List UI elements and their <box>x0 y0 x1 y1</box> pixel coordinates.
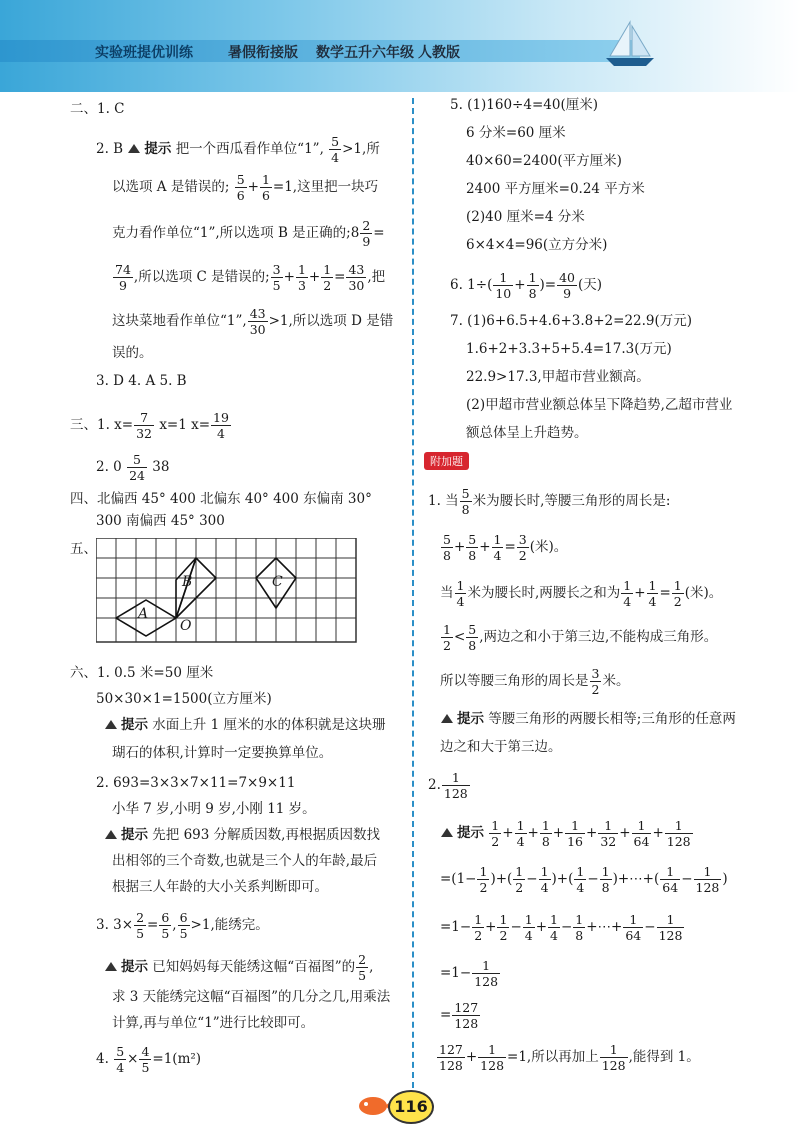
fraction: $\frac{74}{9}$ <box>115 262 131 293</box>
answer-text: 3. 3× <box>96 917 134 933</box>
fraction: $\frac{1}{3}$ <box>297 262 306 293</box>
hint-icon <box>127 142 141 154</box>
hint-label: 提示 <box>121 827 148 843</box>
answer-r7e: 额总体呈上升趋势。 <box>466 425 588 441</box>
answer-text: 2. B <box>96 141 124 157</box>
hint-text: 水面上升 1 厘米的水的体积就是这块珊 <box>152 717 386 733</box>
answer-2-1: 二、1. C <box>70 101 125 117</box>
fraction: $\frac{127}{128}$ <box>439 1042 463 1073</box>
hint-text: ,所以选项 C 是错误的; <box>133 269 270 285</box>
fraction: $\frac{5}{8}$ <box>443 532 451 563</box>
answer-r6: 6. 1÷( $\frac{1}{10}$ + $\frac{1}{8}$ )= $\frac{40}{9}$ (天) <box>450 270 603 301</box>
fraction: $\frac{40}{9}$ <box>559 270 576 301</box>
hint-text: 已知妈妈每天能绣这幅“百福图”的 <box>152 959 356 975</box>
answer-r5b: 6 分米=60 厘米 <box>466 125 566 141</box>
answer-6-2-hint2: 出相邻的三个奇数,也就是三个人的年龄,最后 <box>112 853 378 869</box>
fraction: $\frac{43}{30}$ <box>348 262 365 293</box>
answer-text: 三、1. x= <box>70 417 134 433</box>
fraction: $\frac{1}{4}$ <box>516 818 525 849</box>
answer-text: =1,所以再加上 <box>507 1049 599 1065</box>
bonus-2-hint-line5: = $\frac{127}{128}$ <box>440 1000 479 1031</box>
fraction: $\frac{3}{2}$ <box>591 666 600 697</box>
bonus-1-line5 <box>440 666 629 697</box>
answer-2-2-line3: 克力看作单位“1”,所以选项 B 是正确的;8 $\frac{2}{9}$ = <box>112 218 385 249</box>
fraction: $\frac{1}{2}$ <box>474 912 483 943</box>
fraction: $\frac{1}{4}$ <box>550 912 558 943</box>
bonus-1-line3: 当 $\frac{1}{4}$ 米为腰长时,两腰长之和为 $\frac{1}{4}$ + $\frac{1}{4}$ = $\frac{1}{2}$ (米)。 <box>440 578 723 609</box>
bonus-1-hint2: 边之和大于第三边。 <box>440 739 562 755</box>
answer-text: 米为腰长时,等腰三角形的周长是: <box>472 493 671 509</box>
hint-text: >1,所以选项 D 是错 <box>268 313 394 329</box>
fraction: $\frac{5}{4}$ <box>116 1044 125 1075</box>
bonus-2-hint-line6: $\frac{127}{128}$ + $\frac{1}{128}$ =1,所以再加上 $\frac{1}{128}$ ,能得到 1。 <box>439 1042 700 1073</box>
hint-text: 等腰三角形的两腰长相等;三角形的任意两 <box>488 711 736 727</box>
grid-label-c: C <box>272 574 283 590</box>
fraction: $\frac{5}{8}$ <box>468 532 477 563</box>
fraction: $\frac{1}{128}$ <box>474 958 499 989</box>
fraction: $\frac{1}{128}$ <box>658 912 683 943</box>
answer-6-1-hint2: 瑚石的体积,计算时一定要换算单位。 <box>112 745 333 761</box>
answer-text: +⋯+ <box>617 871 654 887</box>
fraction: $\frac{1}{2}$ <box>499 912 508 943</box>
fraction: $\frac{1}{2}$ <box>515 864 524 895</box>
answer-text: 1. 当 <box>428 493 459 509</box>
answer-2-2-line1 <box>96 134 380 165</box>
fraction: $\frac{5}{8}$ <box>461 486 470 517</box>
bonus-1-line4: $\frac{1}{2}$ < $\frac{5}{8}$ ,两边之和小于第三边,不能构成三角形。 <box>443 622 718 653</box>
fraction: $\frac{5}{6}$ <box>236 172 245 203</box>
hint-label: 提示 <box>121 959 148 975</box>
answer-r5d: 2400 平方厘米=0.24 平方米 <box>466 181 645 197</box>
fraction: $\frac{1}{4}$ <box>493 532 502 563</box>
fraction: $\frac{2}{5}$ <box>358 952 367 983</box>
hint-text: ,把 <box>367 269 386 285</box>
answer-2-3: 3. D 4. A 5. B <box>96 373 187 389</box>
fraction: $\frac{2}{9}$ <box>362 218 371 249</box>
hint-label: 提示 <box>144 141 172 157</box>
fraction: $\frac{127}{128}$ <box>454 1000 479 1031</box>
answer-text: 6. 1÷( <box>450 277 493 293</box>
fraction: $\frac{1}{2}$ <box>443 622 451 653</box>
grid-label-o: O <box>180 618 192 634</box>
fraction: $\frac{1}{4}$ <box>456 578 465 609</box>
answer-2-2-line6: 误的。 <box>112 345 153 361</box>
answer-text: 2. <box>428 777 441 793</box>
hint-text: =1,这里把一块巧 <box>272 179 379 195</box>
hint-text: 以选项 A 是错误的; <box>112 179 230 195</box>
hint-icon <box>104 828 118 840</box>
answer-6-1: 六、1. 0.5 米=50 厘米 <box>70 665 214 681</box>
answer-6-2: 2. 693=3×3×7×11=7×9×11 <box>96 775 296 791</box>
bonus-2-hint-line1: 提示 $\frac{1}{2}$ + $\frac{1}{4}$ + $\frac{1}{8}$ + $\frac{1}{16}$ + $\frac{1}{32}$ + $\frac{1}{64}$ + $\frac{1}{128}$ <box>440 818 694 849</box>
answer-r5e: (2)40 厘米=4 分米 <box>466 209 585 225</box>
fraction: $\frac{1}{128}$ <box>695 864 720 895</box>
hint-icon <box>440 826 454 838</box>
grid-label-a: A <box>138 606 149 622</box>
hint-text: 先把 693 分解质因数,再根据质因数找 <box>152 827 380 843</box>
grid-figure <box>96 538 358 658</box>
answer-text: 米为腰长时,两腰长之和为 <box>467 585 621 601</box>
answer-r7c: 22.9>17.3,甲超市营业额高。 <box>466 369 650 385</box>
answer-text: ,两边之和小于第三边,不能构成三角形。 <box>479 629 718 645</box>
fraction: $\frac{1}{6}$ <box>261 172 270 203</box>
answer-6-2-hint3: 根据三人年龄的大小关系判断即可。 <box>112 879 328 895</box>
answer-6-4: 4. $\frac{5}{4}$ × $\frac{4}{5}$ =1(m²) <box>96 1044 202 1075</box>
answer-text: ,能得到 1。 <box>628 1049 700 1065</box>
fraction: $\frac{1}{4}$ <box>648 578 657 609</box>
hint-icon <box>104 718 118 730</box>
answer-2-2-line2: 以选项 A 是错误的; $\frac{5}{6}$ + $\frac{1}{6}$ =1,这里把一块巧 <box>112 172 379 203</box>
column-divider <box>412 98 414 1088</box>
answer-text: =1(m²) <box>152 1051 202 1067</box>
grid-drawing <box>96 538 358 654</box>
fraction: $\frac{1}{32}$ <box>600 818 617 849</box>
fraction: $\frac{1}{2}$ <box>673 578 682 609</box>
answer-2-2-line4: $\frac{74}{9}$ ,所以选项 C 是错误的; $\frac{3}{5}$ + $\frac{1}{3}$ + $\frac{1}{2}$ = $\frac{43}{30}$ ,把 <box>115 262 386 293</box>
answer-r7d: (2)甲超市营业额总体呈下降趋势,乙超市营业 <box>466 397 733 413</box>
fraction: $\frac{6}{5}$ <box>161 910 170 941</box>
fraction: $\frac{1}{128}$ <box>666 818 691 849</box>
brand-title: 实验班提优训练 <box>95 45 193 61</box>
answer-text: 38 <box>152 459 170 475</box>
bonus-2-hint-line3: =1− $\frac{1}{2}$ + $\frac{1}{2}$ − $\frac{1}{4}$ + $\frac{1}{4}$ − $\frac{1}{8}$ +⋯+ $\frac{1}{64}$ − $\frac{1}{128}$ <box>440 912 683 943</box>
answer-5-label: 五、 <box>70 541 97 557</box>
answer-6-1b: 50×30×1=1500(立方厘米) <box>96 691 272 707</box>
hint-text: 克力看作单位“1”,所以选项 B 是正确的;8 <box>112 225 360 241</box>
fraction: $\frac{1}{2}$ <box>491 818 500 849</box>
bonus-1-line2: $\frac{5}{8}$ + $\frac{5}{8}$ + $\frac{1}{4}$ = $\frac{3}{2}$ (米)。 <box>443 532 568 563</box>
fraction: $\frac{1}{128}$ <box>480 1042 505 1073</box>
hint-label: 提示 <box>121 717 148 733</box>
fraction: $\frac{2}{5}$ <box>136 910 145 941</box>
fraction: $\frac{1}{128}$ <box>443 770 468 801</box>
subject-label: 数学五升六年级 <box>316 45 414 61</box>
fraction: $\frac{1}{16}$ <box>567 818 583 849</box>
fraction: $\frac{1}{4}$ <box>623 578 632 609</box>
answer-4-line2: 300 南偏西 45° 300 <box>96 513 225 529</box>
answer-6-2b: 小华 7 岁,小明 9 岁,小刚 11 岁。 <box>112 801 316 817</box>
answer-text: 当 <box>440 585 454 601</box>
hint-label: 提示 <box>457 825 484 841</box>
fraction: $\frac{5}{24}$ <box>129 452 145 483</box>
fraction: $\frac{3}{2}$ <box>518 532 527 563</box>
answer-r5a: 5. (1)160÷4=40(厘米) <box>450 97 598 113</box>
fraction: $\frac{1}{2}$ <box>323 262 332 293</box>
answer-3-2 <box>96 452 169 483</box>
page-number: 116 <box>388 1090 434 1124</box>
bonus-2-answer <box>428 770 471 801</box>
fraction: $\frac{3}{5}$ <box>272 262 281 293</box>
answer-3-1 <box>70 410 232 441</box>
answer-6-3: 3. 3× $\frac{2}{5}$ = $\frac{6}{5}$ , $\frac{6}{5}$ >1,能绣完。 <box>96 910 269 941</box>
answer-text: (米)。 <box>529 539 568 555</box>
answer-6-3-hint2: 求 3 天能绣完这幅“百福图”的几分之几,用乘法 <box>112 989 391 1005</box>
fraction: $\frac{6}{5}$ <box>179 910 188 941</box>
answer-text: (天) <box>578 277 603 293</box>
answer-6-3-hint3: 计算,再与单位“1”进行比较即可。 <box>112 1015 315 1031</box>
fraction: $\frac{1}{128}$ <box>601 1042 626 1073</box>
hint-text: 把一个西瓜看作单位“1”, <box>175 141 324 157</box>
fraction: $\frac{19}{4}$ <box>213 410 229 441</box>
hint-text: >1,所 <box>342 141 380 157</box>
hint-icon <box>440 712 454 724</box>
fraction: $\frac{4}{5}$ <box>141 1044 150 1075</box>
edition-label: 人教版 <box>418 45 460 61</box>
fraction: $\frac{1}{64}$ <box>662 864 679 895</box>
answer-4-line1: 四、北偏西 45° 400 北偏东 40° 400 东偏南 30° <box>70 491 372 507</box>
fraction: $\frac{1}{64}$ <box>633 818 650 849</box>
sailboat-icon <box>600 20 660 70</box>
bonus-2-hint-line2: =(1− $\frac{1}{2}$ )+( $\frac{1}{2}$ − $\frac{1}{4}$ )+( $\frac{1}{4}$ − $\frac{1}{8}$ )+⋯+( $\frac{1}{64}$ − $\frac{1}{128}$ ) <box>440 864 728 895</box>
fraction: $\frac{1}{4}$ <box>540 864 549 895</box>
page-header <box>0 0 800 92</box>
hint-label: 提示 <box>457 711 484 727</box>
answer-text: 所以等腰三角形的周长是 <box>440 673 589 689</box>
answer-2-2-line5 <box>112 306 393 337</box>
answer-r7b: 1.6+2+3.3+5+5.4=17.3(万元) <box>466 341 672 357</box>
answer-6-2-hint <box>104 826 380 844</box>
bonus-1-line1 <box>428 486 670 517</box>
fraction: $\frac{1}{2}$ <box>479 864 488 895</box>
answer-6-3-hint: 提示 已知妈妈每天能绣这幅“百福图”的 $\frac{2}{5}$ , <box>104 952 373 983</box>
answer-r5f: 6×4×4=96(立方分米) <box>466 237 608 253</box>
hint-text: 这块菜地看作单位“1”, <box>112 313 247 329</box>
bonus-2-hint-line4: =1− $\frac{1}{128}$ <box>440 958 499 989</box>
answer-r7a: 7. (1)6+6.5+4.6+3.8+2=22.9(万元) <box>450 313 693 329</box>
fraction: $\frac{1}{8}$ <box>541 818 550 849</box>
bonus-1-hint <box>440 710 736 728</box>
fraction: $\frac{1}{4}$ <box>524 912 533 943</box>
fraction: $\frac{43}{30}$ <box>249 306 266 337</box>
fraction: $\frac{5}{8}$ <box>468 622 477 653</box>
fraction: $\frac{7}{32}$ <box>136 410 153 441</box>
bonus-section-badge: 附加题 <box>424 452 469 470</box>
grid-label-b: B <box>182 574 193 590</box>
answer-text: 2. 0 <box>96 459 122 475</box>
answer-text: >1,能绣完。 <box>190 917 269 933</box>
fraction: $\frac{1}{64}$ <box>625 912 642 943</box>
fraction: $\frac{5}{4}$ <box>331 134 340 165</box>
answer-text: 米。 <box>602 673 630 689</box>
series-label: 暑假衔接版 <box>228 45 298 61</box>
fraction: $\frac{1}{8}$ <box>601 864 610 895</box>
fraction: $\frac{1}{8}$ <box>575 912 584 943</box>
fraction: $\frac{1}{8}$ <box>528 270 537 301</box>
answer-text: (米)。 <box>684 585 723 601</box>
answer-text: x=1 x= <box>159 417 211 433</box>
fraction: $\frac{1}{4}$ <box>576 864 585 895</box>
answer-r5c: 40×60=2400(平方厘米) <box>466 153 622 169</box>
answer-text: 4. <box>96 1051 109 1067</box>
fraction: $\frac{1}{10}$ <box>495 270 512 301</box>
hint-icon <box>104 960 118 972</box>
answer-6-1-hint <box>104 716 385 734</box>
